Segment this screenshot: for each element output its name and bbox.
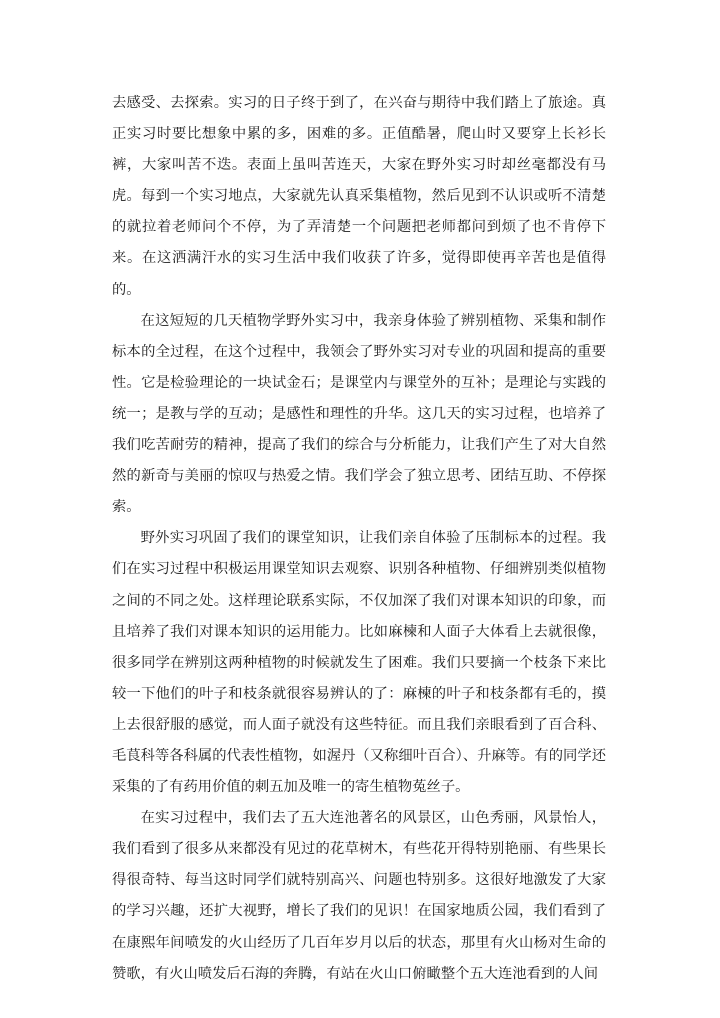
body-text [112, 88, 606, 990]
paragraph-1: 去感受、去探索。实习的日子终于到了，在兴奋与期待中我们踏上了旅途。真正实习时要比想象中累的多，困难的多。正值酷暑，爬山时又要穿上长衫长裤，大家叫苦不迭。表面上虽叫苦连天，大家在野外实习时却丝毫都没有马虎。每到一个实习地点，大家就先认真采集植物，然后见到不认识或听不清楚的就拉着老师问个不停，为了弄清楚一个问题把老师都问到烦了也不肯停下来。在这洒满汗水的实习生活中我们收获了许多，觉得即使再辛苦也是值得的。 [112, 95, 606, 298]
paragraph-2: 在这短短的几天植物学野外实习中，我亲身体验了辨别植物、采集和制作标本的全过程，在这个过程中，我领会了野外实习对专业的巩固和提高的重要性。它是检验理论的一块试金石；是课堂内与课堂外的互补；是理论与实践的统一；是教与学的互动；是感性和理性的升华。这几天的实习过程，也培养了我们吃苦耐劳的精神，提高了我们的综合与分析能力，让我们产生了对大自然然的新奇与美丽的惊叹与热爱之情。我们学会了独立思考、团结互助、不停探索。 [112, 312, 606, 516]
paragraph-4: 在实习过程中，我们去了五大连池著名的风景区，山色秀丽，风景怡人，我们看到了很多从来都没有见过的花草树木，有些花开得特别艳丽、有些果长得很奇特、每当这时同学们就特别高兴、问题也特别多。这很好地激发了大家的学习兴趣，还扩大视野，增长了我们的见识！在国家地质公园，我们看到了在康熙年间喷发的火山经历了几百年岁月以后的状态，那里有火山杨对生命的赞歌，有火山喷发后石海的奔腾，有站在火山口俯瞰整个五大连池看到的人间 [112, 810, 606, 982]
paragraph-3: 野外实习巩固了我们的课堂知识，让我们亲自体验了压制标本的过程。我们在实习过程中积极运用课堂知识去观察、识别各种植物、仔细辨别类似植物之间的不同之处。这样理论联系实际，不仅加深了我们对课本知识的印象，而且培养了我们对课本知识的运用能力。比如麻楝和人面子大体看上去就很像，很多同学在辨别这两种植物的时候就发生了困难。我们只要摘一个枝条下来比较一下他们的叶子和枝条就很容易辨认的了：麻楝的叶子和枝条都有毛的，摸上去很舒服的感觉，而人面子就没有这些特征。而且我们亲眼看到了百合科、毛茛科等各科属的代表性植物，如渥丹（又称细叶百合）、升麻等。有的同学还采集的了有药用价值的刺五加及唯一的寄生植物菟丝子。 [112, 530, 606, 796]
